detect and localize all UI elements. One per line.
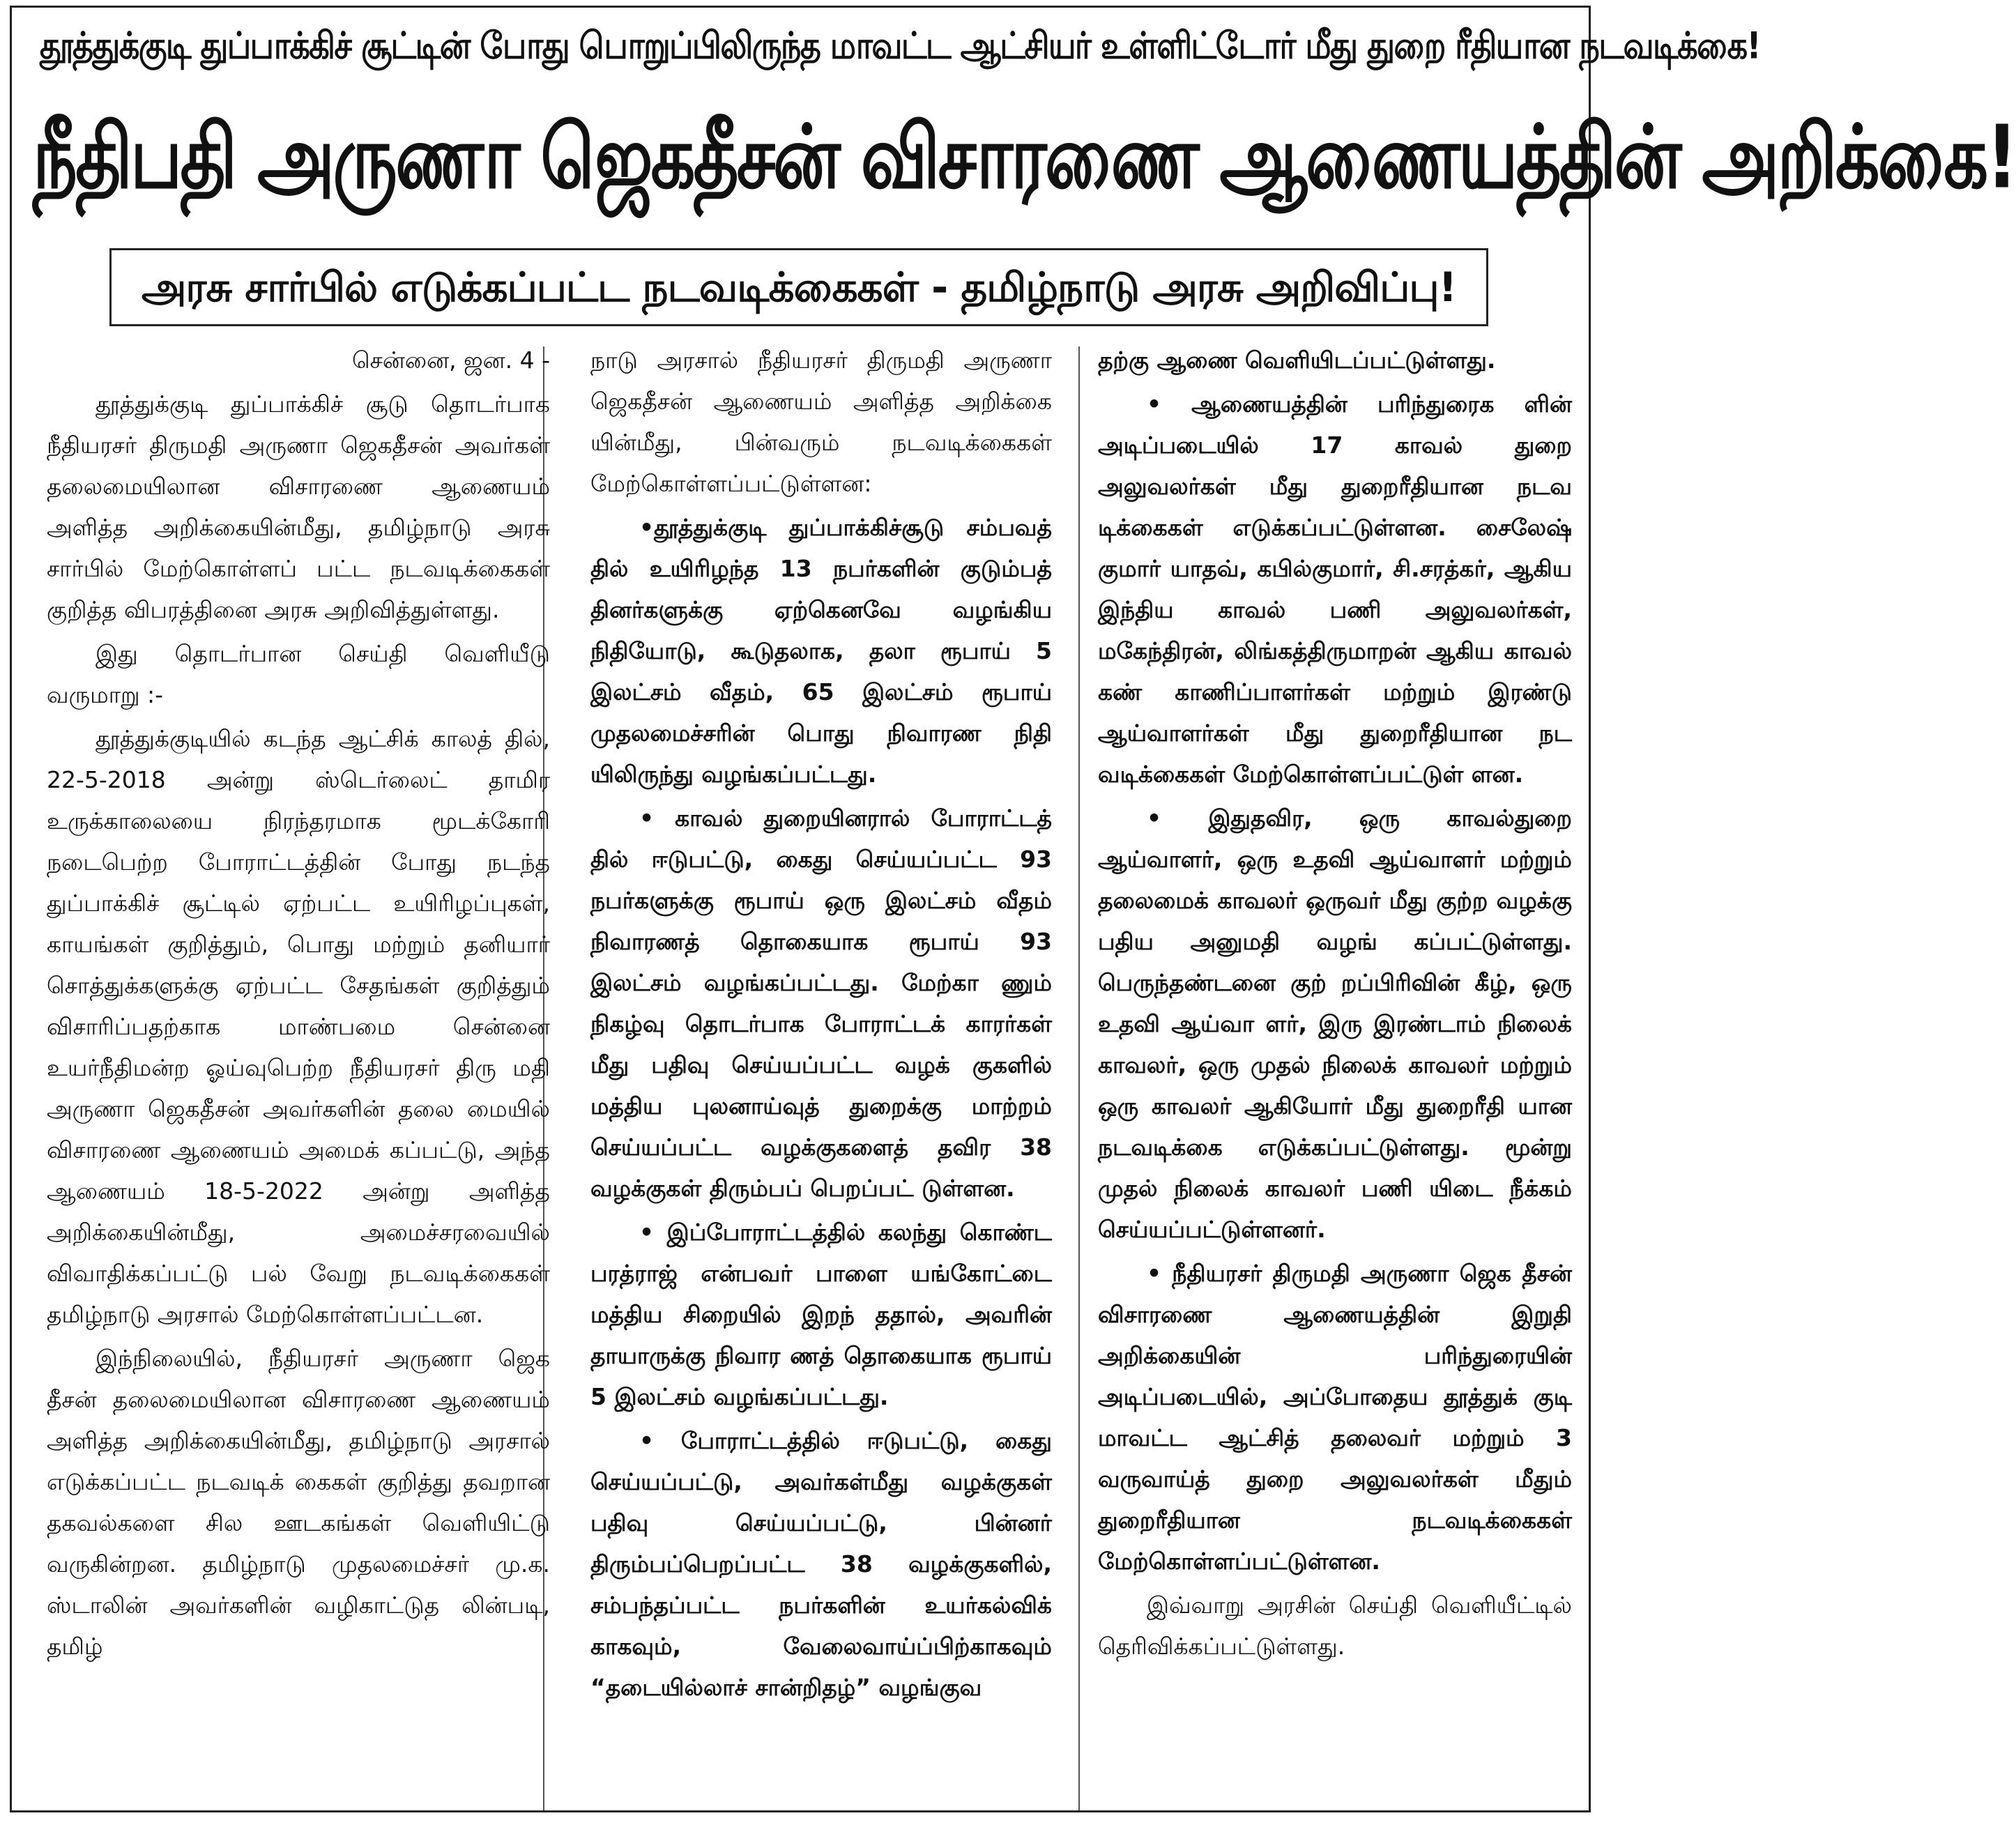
paragraph: தூத்துக்குடியில் கடந்த ஆட்சிக் காலத் தில், 22-5-2018 அன்று ஸ்டெர்லைட் தாமிர உருக்காலையை நிரந்தரமாக மூடக்கோரி நடைபெற்ற போராட்டத்தின் போது நடந்த துப்பாக்கிச் சூட்டில் ஏற்பட்ட உயிரிழப்புகள், காயங்கள் குறித்தும், பொது மற்றும் தனியார் சொத்துக்களுக்கு ஏற்பட்ட சேதங்கள் குறித்தும் விசாரிப்பதற்காக மாண்பமை சென்னை உயர்நீதிமன்ற ஓய்வுபெற்ற நீதியரசர் திரு மதி அருணா ஜெகதீசன் அவர்களின் தலை மையில் விசாரணை ஆணையம் அமைக் கப்பட்டு, அந்த ஆணையம் 18-5-2022 அன்று அளித்த அறிக்கையின்மீது, அமைச்சரவையில் விவாதிக்கப்பட்டு பல் வேறு நடவடிக்கைகள் தமிழ்நாடு அரசால் மேற்கொள்ளப்பட்டன. (47, 725, 550, 1328)
paragraph: இந்நிலையில், நீதியரசர் அருணா ஜெக தீசன் தலைமையிலான விசாரணை ஆணையம் அளித்த அறிக்கையின்மீது, தமிழ்நாடு அரசால் எடுக்கப்பட்ட நடவடிக் கைகள் குறித்து தவறான தகவல்களை சில ஊடகங்கள் வெளியிட்டு வருகின்றன. தமிழ்நாடு முதலமைச்சர் மு.க. ஸ்டாலின் அவர்களின் வழிகாட்டுத லின்படி, தமிழ் (47, 1345, 550, 1660)
paragraph: நாடு அரசால் நீதியரசர் திருமதி அருணா ஜெகதீசன் ஆணையம் அளித்த அறிக்கை யின்மீது, பின்வரும் நடவடிக்கைகள் மேற்கொள்ளப்பட்டுள்ளன: (590, 346, 1052, 497)
bullet-paragraph: • இதுதவிர, ஒரு காவல்துறை ஆய்வாளர், ஒரு உதவி ஆய்வாளர் மற்றும் தலைமைக் காவலர் ஒருவர் மீது குற்ற வழக்கு பதிய அனுமதி வழங் கப்பட்டுள்ளது. பெருந்தண்டனை குற் றப்பிரிவின் கீழ், ஒரு உதவி ஆய்வா ளர், இரு இரண்டாம் நிலைக் காவலர், ஒரு முதல் நிலைக் காவலர் மற்றும் ஒரு காவலர் ஆகியோர் மீது துறைரீதி யான நடவடிக்கை எடுக்கப்பட்டுள்ளது. மூன்று முதல் நிலைக் காவலர் பணி யிடை நீக்கம் செய்யப்பட்டுள்ளனர். (1098, 804, 1572, 1243)
article-column-2 (590, 339, 1052, 1809)
paragraph: தூத்துக்குடி துப்பாக்கிச் சூடு தொடர்பாக நீதியரசர் திருமதி அருணா ஜெகதீசன் அவர்கள் தலைமையிலான விசாரணை ஆணையம் அளித்த அறிக்கையின்மீது, தமிழ்நாடு அரசு சார்பில் மேற்கொள்ளப் பட்ட நடவடிக்கைகள் குறித்த விபரத்தினை அரசு அறிவித்துள்ளது. (47, 390, 550, 623)
news-clipping (10, 6, 2016, 1812)
bullet-paragraph: • ஆணையத்தின் பரிந்துரைக ளின் அடிப்படையில் 17 காவல் துறை அலுவலர்கள் மீது துறைரீதியான நடவ டிக்கைகள் எடுக்கப்பட்டுள்ளன. சைலேஷ் குமார் யாதவ், கபில்குமார், சி.சரத்கர், ஆகிய இந்திய காவல் பணி அலுவலர்கள், மகேந்திரன், லிங்கத்திருமாறன் ஆகிய காவல் கண் காணிப்பாளர்கள் மற்றும் இரண்டு ஆய்வாளர்கள் மீது துறைரீதியான நட வடிக்கைகள் மேற்கொள்ளப்பட்டுள் ளன. (1098, 390, 1572, 788)
column-rule-2 (1078, 346, 1080, 1810)
bullet-paragraph: • இப்போராட்டத்தில் கலந்து கொண்ட பரத்ராஜ் என்பவர் பாளை யங்கோட்டை மத்திய சிறையில் இறந் ததால், அவரின் தாயாருக்கு நிவார ணத் தொகையாக ரூபாய் 5 இலட்சம் வழங்கப்பட்டது. (590, 1219, 1052, 1410)
article-column-1 (47, 339, 550, 1809)
subheadline-box: அரசு சார்பில் எடுக்கப்பட்ட நடவடிக்கைகள் - தமிழ்நாடு அரசு அறிவிப்பு! (109, 248, 1488, 326)
main-headline: நீதிபதி அருணா ஜெகதீசன் விசாரணை ஆணையத்தின் அறிக்கை! (33, 106, 2016, 208)
article-column-3 (1098, 339, 1572, 1809)
bullet-paragraph: • போராட்டத்தில் ஈடுபட்டு, கைது செய்யப்பட்டு, அவர்கள்மீது வழக்குகள் பதிவு செய்யப்பட்டு, பின்னர் திரும்பப்பெறப்பட்ட 38 வழக்குகளில், சம்பந்தப்பட்ட நபர்களின் உயர்கல்விக் காகவும், வேலைவாய்ப்பிற்காகவும் “தடையில்லாச் சான்றிதழ்” வழங்குவ (590, 1427, 1052, 1701)
paragraph: தற்கு ஆணை வெளியிடப்பட்டுள்ளது. (1098, 346, 1496, 374)
bullet-paragraph: • நீதியரசர் திருமதி அருணா ஜெக தீசன் விசாரணை ஆணையத்தின் இறுதி அறிக்கையின் பரிந்துரையின் அடிப்படையில், அப்போதைய தூத்துக் குடி மாவட்ட ஆட்சித் தலைவர் மற்றும் 3 வருவாய்த் துறை அலுவலர்கள் மீதும் துறைரீதியான நடவடிக்கைகள் மேற்கொள்ளப்பட்டுள்ளன. (1098, 1260, 1572, 1575)
dateline: சென்னை, ஜன. 4 - (351, 346, 550, 374)
paragraph: இது தொடர்பான செய்தி வெளியீடு வருமாறு :- (47, 640, 550, 708)
kicker-headline: தூத்துக்குடி துப்பாக்கிச் சூட்டின் போது பொறுப்பிலிருந்த மாவட்ட ஆட்சியர் உள்ளிட்டோர் மீது துறை ரீதியான நடவடிக்கை! (40, 23, 1760, 68)
bullet-paragraph: •தூத்துக்குடி துப்பாக்கிச்சூடு சம்பவத் தில் உயிரிழந்த 13 நபர்களின் குடும்பத் தினர்களுக்கு ஏற்கெனவே வழங்கிய நிதியோடு, கூடுதலாக, தலா ரூபாய் 5 இலட்சம் வீதம், 65 இலட்சம் ரூபாய் முதலமைச்சரின் பொது நிவாரண நிதி யிலிருந்து வழங்கப்பட்டது. (590, 514, 1052, 788)
bullet-paragraph: • காவல் துறையினரால் போராட்டத் தில் ஈடுபட்டு, கைது செய்யப்பட்ட 93 நபர்களுக்கு ரூபாய் ஒரு இலட்சம் வீதம் நிவாரணத் தொகையாக ரூபாய் 93 இலட்சம் வழங்கப்பட்டது. மேற்கா ணும் நிகழ்வு தொடர்பாக போராட்டக் காரர்கள் மீது பதிவு செய்யப்பட்ட வழக் குகளில் மத்திய புலனாய்வுத் துறைக்கு மாற்றம் செய்யப்பட்ட வழக்குகளைத் தவிர 38 வழக்குகள் திரும்பப் பெறப்பட் டுள்ளன. (590, 804, 1052, 1202)
closing-paragraph: இவ்வாறு அரசின் செய்தி வெளியீட்டில் தெரிவிக்கப்பட்டுள்ளது. (1098, 1591, 1572, 1660)
